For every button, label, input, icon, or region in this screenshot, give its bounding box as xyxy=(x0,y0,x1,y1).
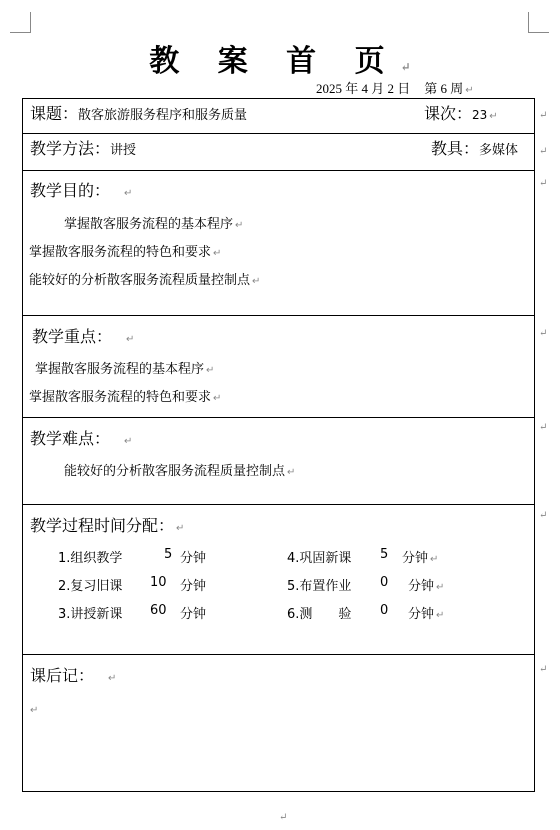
difficulty-item: 能较好的分析散客服务流程质量控制点 ↵ xyxy=(64,464,296,479)
row-divider xyxy=(22,417,535,418)
schedule-item: 3.讲授新课 xyxy=(58,607,123,622)
lesson-value: 23 xyxy=(472,108,488,122)
time-allocation-heading: 教学过程时间分配： ↵ xyxy=(30,516,185,535)
tools-row xyxy=(431,136,518,159)
cell-end-mark: ↵ xyxy=(539,664,548,675)
key-points-heading: 教学重点： ↵ xyxy=(32,327,135,346)
lesson-date: 2025 年 4 月 2 日 xyxy=(316,81,411,96)
schedule-item: 4.巩固新课 xyxy=(287,551,352,566)
schedule-unit: 分钟 xyxy=(180,579,207,594)
notes-heading: 课后记： ↵ xyxy=(30,666,117,685)
schedule-unit: 分钟 xyxy=(180,607,207,622)
schedule-item: 5.布置作业 xyxy=(287,579,352,594)
method-label: 教学方法： xyxy=(30,139,111,158)
cell-end-mark: ↵ xyxy=(539,178,548,189)
schedule-unit: 分钟 ↵ xyxy=(408,579,445,594)
schedule-minutes: 60 xyxy=(150,603,167,618)
schedule-unit: 分钟 ↵ xyxy=(408,607,445,622)
schedule-unit: 分钟 ↵ xyxy=(402,551,439,566)
objective-item: 能较好的分析散客服务流程质量控制点 ↵ xyxy=(29,273,261,288)
schedule-minutes: 0 xyxy=(380,603,389,618)
row-divider xyxy=(22,315,535,316)
row-divider xyxy=(22,170,535,171)
topic-row xyxy=(30,101,247,124)
schedule-item: 1.组织教学 xyxy=(58,551,123,566)
method-value: 讲授 xyxy=(110,143,137,158)
key-point-item: 掌握散客服务流程的基本程序 ↵ xyxy=(35,362,215,377)
topic-value: 散客旅游服务程序和服务质量 xyxy=(78,108,248,123)
schedule-item: 6.测 验 xyxy=(287,607,352,622)
page-corner-mark-left xyxy=(10,12,31,33)
row-divider xyxy=(22,654,535,655)
objective-item: 掌握散客服务流程的基本程序 ↵ xyxy=(64,217,244,232)
row-divider xyxy=(22,133,535,134)
key-point-item: 掌握散客服务流程的特色和要求 ↵ xyxy=(29,390,222,405)
schedule-minutes: 10 xyxy=(150,575,167,590)
objectives-heading: 教学目的： ↵ xyxy=(30,181,133,200)
schedule-item: 2.复习旧课 xyxy=(58,579,123,594)
schedule-minutes: 5 xyxy=(164,547,173,562)
lesson-label: 课次： xyxy=(424,104,473,123)
footer-paragraph-mark: ↵ xyxy=(279,812,288,823)
cell-end-mark: ↵ xyxy=(539,328,548,339)
method-row xyxy=(30,136,136,159)
objective-item: 掌握散客服务流程的特色和要求 ↵ xyxy=(29,245,222,260)
cell-end-mark: ↵ xyxy=(539,110,548,121)
tools-label: 教具： xyxy=(431,139,480,158)
schedule-minutes: 0 xyxy=(380,575,389,590)
row-divider xyxy=(22,504,535,505)
cell-end-mark: ↵ xyxy=(539,422,548,433)
page-corner-mark-right xyxy=(528,12,549,33)
lesson-number: 课次：23 ↵ xyxy=(424,104,498,123)
difficulties-heading: 教学难点： ↵ xyxy=(30,429,133,448)
cell-end-mark: ↵ xyxy=(539,146,548,157)
schedule-unit: 分钟 xyxy=(180,551,207,566)
lesson-week: 第 6 周 xyxy=(424,81,464,96)
tools-value: 多媒体 xyxy=(479,143,519,158)
topic-label: 课题： xyxy=(30,104,79,123)
cell-end-mark: ↵ xyxy=(539,510,548,521)
notes-empty-paragraph: ↵ xyxy=(30,705,39,716)
page-title: 教 案 首 页 ↵ xyxy=(149,44,411,79)
schedule-minutes: 5 xyxy=(380,547,389,562)
date-line: 2025 年 4 月 2 日 第 6 周 ↵ xyxy=(316,81,474,96)
